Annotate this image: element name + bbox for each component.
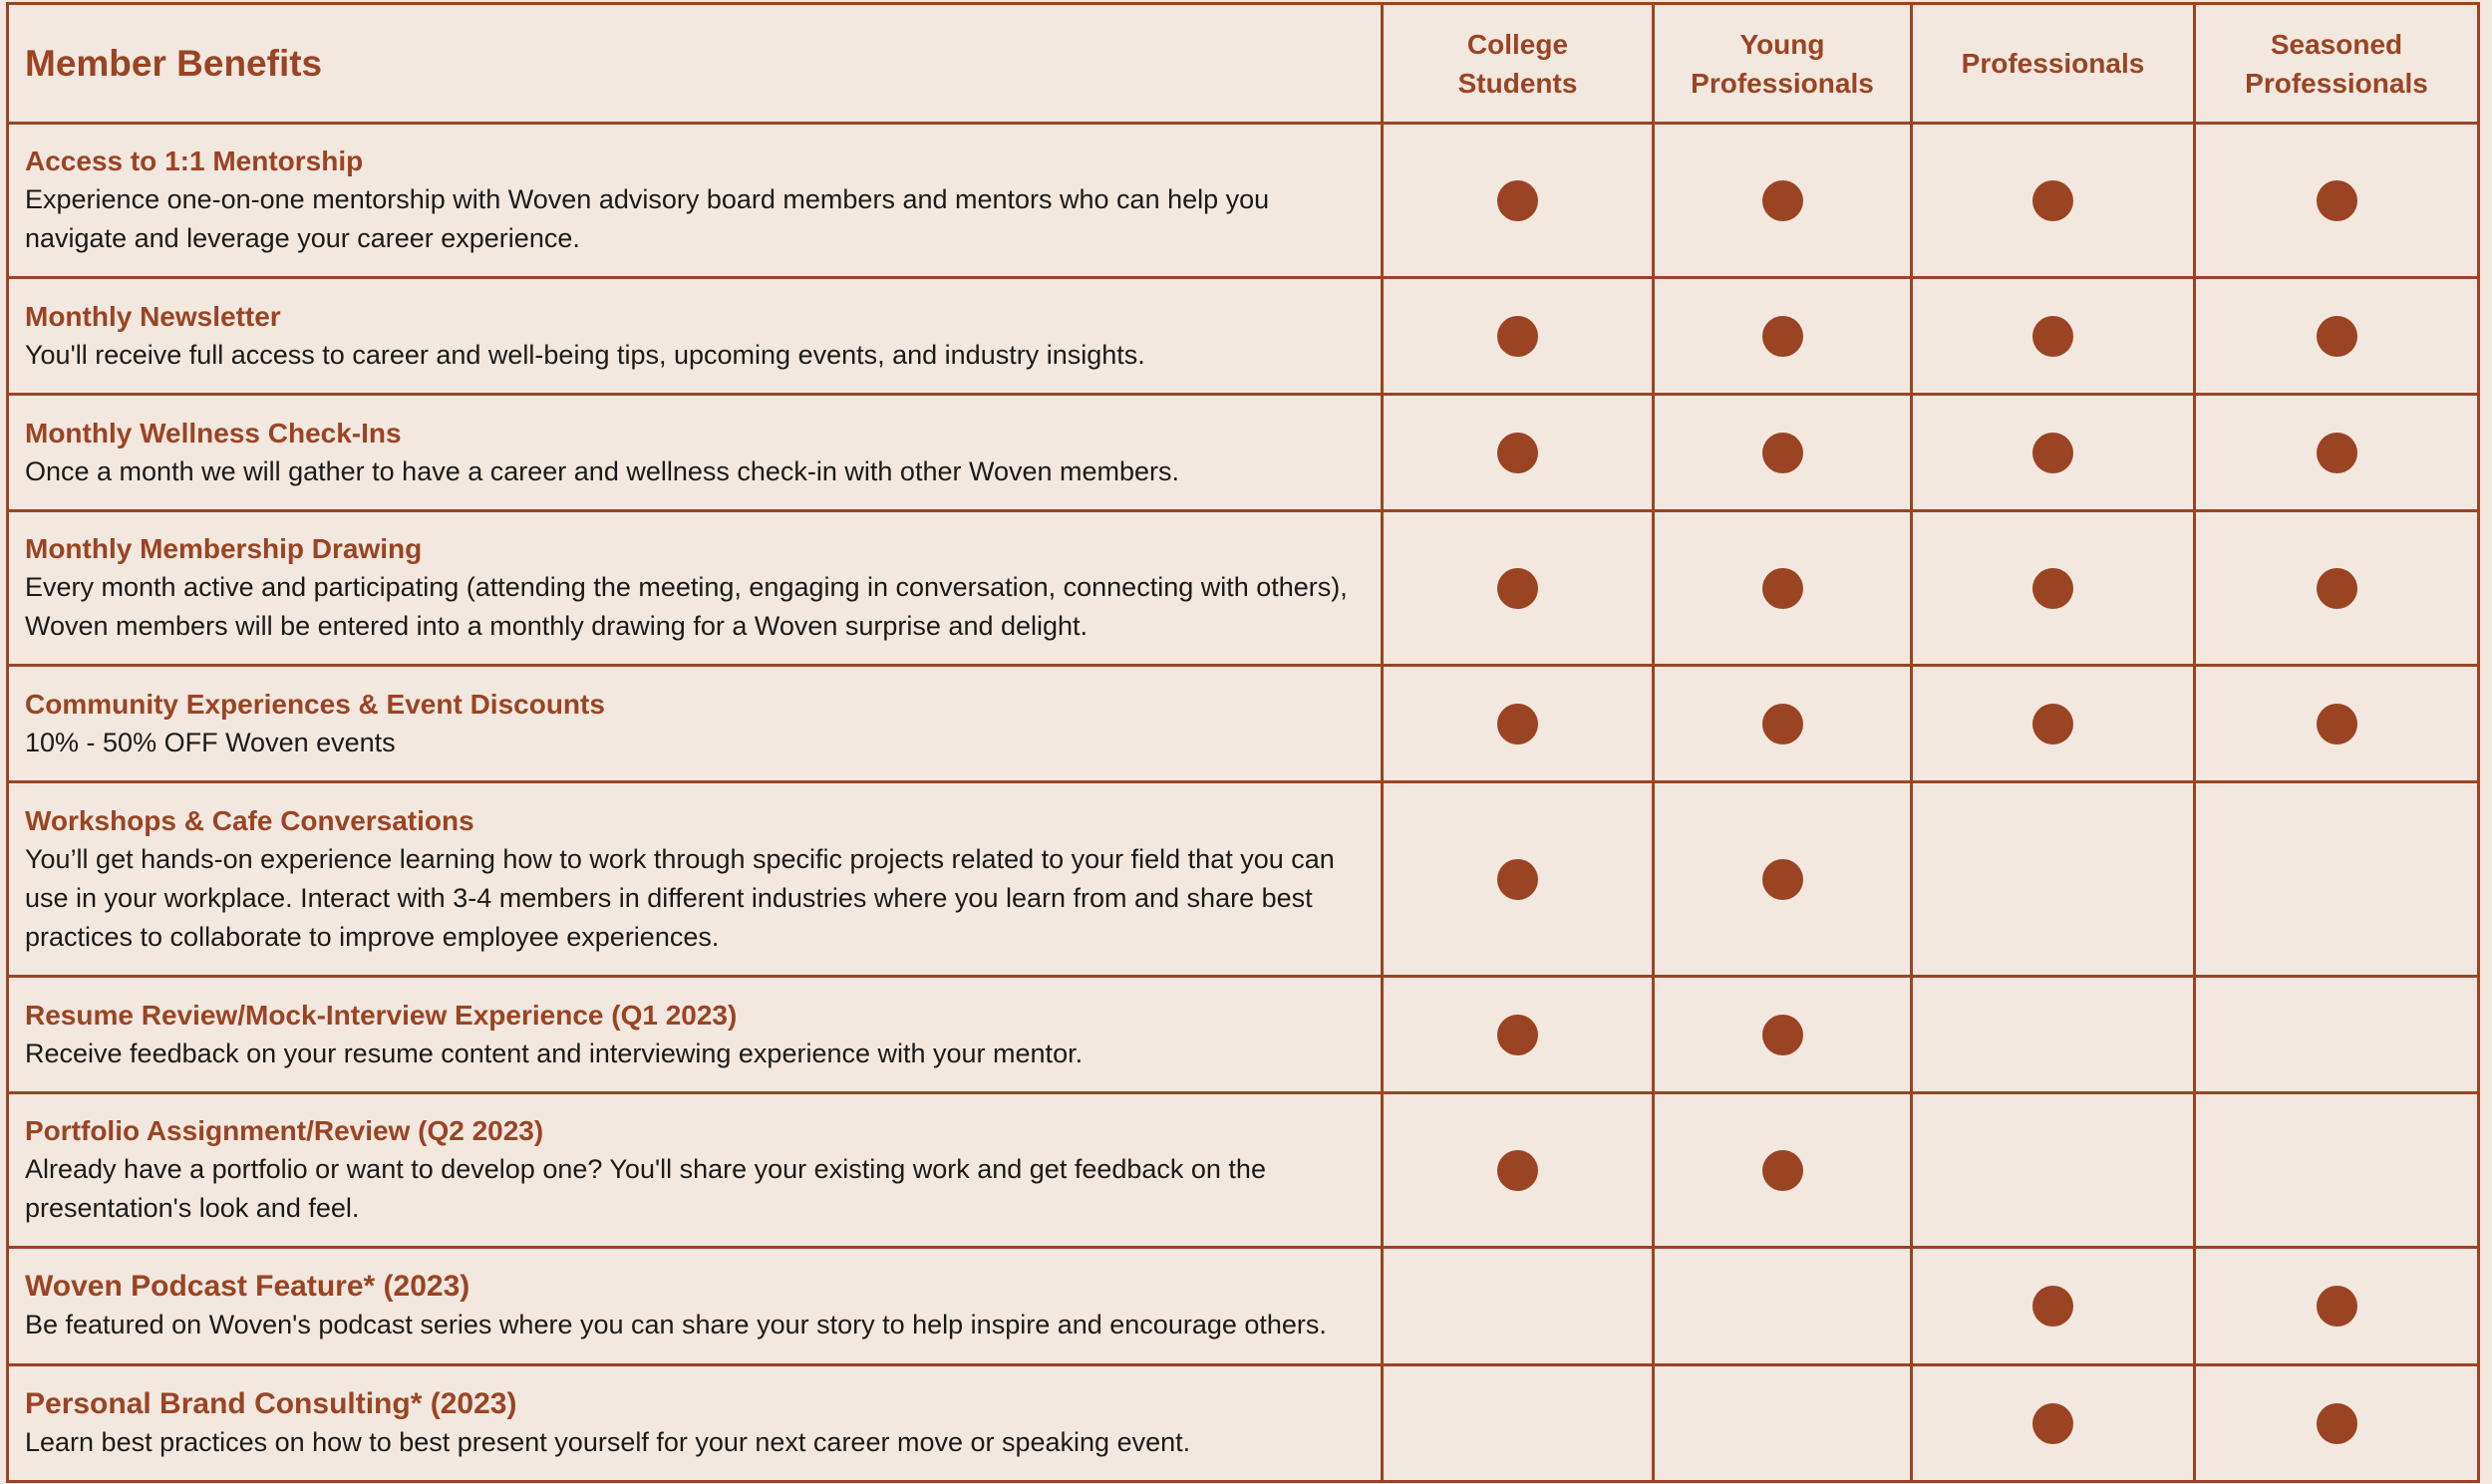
benefit-cell (8, 1093, 1383, 1248)
benefit-description: Be featured on Woven's podcast series where you can share your story to help inspire and encourage others. (25, 1310, 1327, 1339)
mark-cell-college-students (1383, 782, 1654, 977)
mark-cell-seasoned-professionals (2195, 278, 2479, 395)
benefit-description: Receive feedback on your resume content and interviewing experience with your mentor. (25, 1038, 1084, 1068)
mark-cell-young-professionals (1654, 278, 1912, 395)
mark-cell-seasoned-professionals (2195, 782, 2479, 977)
mark-cell-college-students (1383, 1248, 1654, 1365)
mark-cell-professionals (1912, 278, 2195, 395)
included-dot-icon (1762, 704, 1803, 744)
column-header-young-professionals: Young Professionals (1654, 4, 1912, 124)
benefit-description: Already have a portfolio or want to develop one? You'll share your existing work and get feedback on the presentation's look and feel. (25, 1154, 1266, 1223)
benefit-description: Once a month we will gather to have a career and wellness check-in with other Woven members. (25, 455, 1180, 486)
mark-cell-young-professionals (1654, 1365, 1912, 1482)
benefit-cell (8, 124, 1383, 278)
included-dot-icon (2317, 1403, 2357, 1444)
benefit-title: Community Experiences & Event Discounts (25, 688, 605, 720)
benefit-row-woven-podcast-feature-2023 (8, 1248, 2479, 1365)
mark-cell-seasoned-professionals (2195, 666, 2479, 782)
benefit-title: Resume Review/Mock-Interview Experience (Q1 2023) (25, 999, 738, 1031)
benefit-title: Monthly Wellness Check-Ins (25, 417, 402, 448)
benefit-row-portfolio-assignment-review-q2-2023 (8, 1093, 2479, 1248)
mark-cell-college-students (1383, 1093, 1654, 1248)
included-dot-icon (1762, 568, 1803, 609)
mark-cell-young-professionals (1654, 1248, 1912, 1365)
mark-cell-professionals (1912, 977, 2195, 1093)
included-dot-icon (1762, 1015, 1803, 1055)
mark-cell-college-students (1383, 278, 1654, 395)
mark-cell-young-professionals (1654, 977, 1912, 1093)
benefit-description: Every month active and participating (attending the meeting, engaging in conversation, connecting with others), Woven members will be entered into a monthly drawing for a Woven surprise and delight. (25, 572, 1348, 641)
mark-cell-seasoned-professionals (2195, 1248, 2479, 1365)
benefit-cell (8, 278, 1383, 395)
included-dot-icon (1497, 704, 1538, 744)
included-dot-icon (1762, 316, 1803, 357)
included-dot-icon (1762, 180, 1803, 221)
benefit-cell (8, 395, 1383, 511)
mark-cell-young-professionals (1654, 124, 1912, 278)
included-dot-icon (1497, 568, 1538, 609)
included-dot-icon (2317, 568, 2357, 609)
table-title: Member Benefits (8, 4, 1383, 124)
benefit-row-community-experiences-event-discounts (8, 666, 2479, 782)
benefit-description: You'll receive full access to career and well-being tips, upcoming events, and industry insights. (25, 339, 1145, 370)
column-header-seasoned-professionals: Seasoned Professionals (2195, 4, 2479, 124)
benefit-row-monthly-wellness-check-ins (8, 395, 2479, 511)
included-dot-icon (1497, 180, 1538, 221)
benefit-row-monthly-membership-drawing (8, 511, 2479, 666)
benefit-cell (8, 511, 1383, 666)
benefit-title: Portfolio Assignment/Review (Q2 2023) (25, 1115, 544, 1146)
mark-cell-young-professionals (1654, 1093, 1912, 1248)
included-dot-icon (2032, 1403, 2073, 1444)
benefit-cell (8, 1365, 1383, 1482)
mark-cell-professionals (1912, 1248, 2195, 1365)
included-dot-icon (2317, 180, 2357, 221)
benefit-title: Access to 1:1 Mentorship (25, 146, 364, 176)
mark-cell-professionals (1912, 395, 2195, 511)
mark-cell-seasoned-professionals (2195, 977, 2479, 1093)
benefit-cell (8, 782, 1383, 977)
benefit-description: Learn best practices on how to best present yourself for your next career move or speaking event. (25, 1426, 1191, 1457)
included-dot-icon (2032, 316, 2073, 357)
included-dot-icon (2032, 180, 2073, 221)
column-header-college-students: College Students (1383, 4, 1654, 124)
mark-cell-young-professionals (1654, 395, 1912, 511)
mark-cell-professionals (1912, 782, 2195, 977)
included-dot-icon (2317, 433, 2357, 473)
mark-cell-young-professionals (1654, 511, 1912, 666)
mark-cell-young-professionals (1654, 782, 1912, 977)
mark-cell-professionals (1912, 511, 2195, 666)
included-dot-icon (1762, 433, 1803, 473)
member-benefits-table (6, 2, 2480, 1483)
mark-cell-college-students (1383, 1365, 1654, 1482)
benefit-title: Monthly Newsletter (25, 300, 281, 332)
included-dot-icon (1497, 1150, 1538, 1191)
mark-cell-seasoned-professionals (2195, 511, 2479, 666)
included-dot-icon (1497, 433, 1538, 473)
mark-cell-college-students (1383, 511, 1654, 666)
mark-cell-college-students (1383, 395, 1654, 511)
included-dot-icon (2032, 433, 2073, 473)
benefit-cell (8, 977, 1383, 1093)
benefit-cell (8, 1248, 1383, 1365)
included-dot-icon (1762, 1150, 1803, 1191)
included-dot-icon (2317, 1286, 2357, 1327)
benefit-row-access-to-1-1-mentorship (8, 124, 2479, 278)
benefit-title: Monthly Membership Drawing (25, 533, 423, 564)
mark-cell-professionals (1912, 1093, 2195, 1248)
included-dot-icon (2032, 1286, 2073, 1327)
mark-cell-professionals (1912, 666, 2195, 782)
included-dot-icon (2317, 316, 2357, 357)
included-dot-icon (1497, 859, 1538, 900)
benefit-description: 10% - 50% OFF Woven events (25, 727, 396, 757)
mark-cell-young-professionals (1654, 666, 1912, 782)
benefit-row-workshops-cafe-conversations (8, 782, 2479, 977)
included-dot-icon (2032, 568, 2073, 609)
mark-cell-seasoned-professionals (2195, 1093, 2479, 1248)
included-dot-icon (1762, 859, 1803, 900)
benefit-row-monthly-newsletter (8, 278, 2479, 395)
mark-cell-college-students (1383, 666, 1654, 782)
included-dot-icon (1497, 1015, 1538, 1055)
benefit-description: Experience one-on-one mentorship with Woven advisory board members and mentors who can help you navigate and leverage your career experience. (25, 184, 1270, 253)
benefit-description: You’ll get hands-on experience learning how to work through specific projects related to your field that you can use in your workplace. Interact with 3-4 members in different industries where you learn from and share best practices to collaborate to improve employee experiences. (25, 843, 1335, 952)
mark-cell-professionals (1912, 124, 2195, 278)
mark-cell-college-students (1383, 977, 1654, 1093)
benefit-title: Workshops & Cafe Conversations (25, 804, 474, 836)
mark-cell-professionals (1912, 1365, 2195, 1482)
mark-cell-seasoned-professionals (2195, 1365, 2479, 1482)
mark-cell-seasoned-professionals (2195, 124, 2479, 278)
header-row (8, 4, 2479, 124)
benefit-title: Woven Podcast Feature* (2023) (25, 1270, 470, 1303)
included-dot-icon (2317, 704, 2357, 744)
included-dot-icon (2032, 704, 2073, 744)
benefit-cell (8, 666, 1383, 782)
benefit-row-resume-review-mock-interview-experience-q1-2023 (8, 977, 2479, 1093)
mark-cell-college-students (1383, 124, 1654, 278)
column-header-professionals: Professionals (1912, 4, 2195, 124)
benefit-title: Personal Brand Consulting* (2023) (25, 1386, 517, 1420)
included-dot-icon (1497, 316, 1538, 357)
benefit-row-personal-brand-consulting-2023 (8, 1365, 2479, 1482)
mark-cell-seasoned-professionals (2195, 395, 2479, 511)
